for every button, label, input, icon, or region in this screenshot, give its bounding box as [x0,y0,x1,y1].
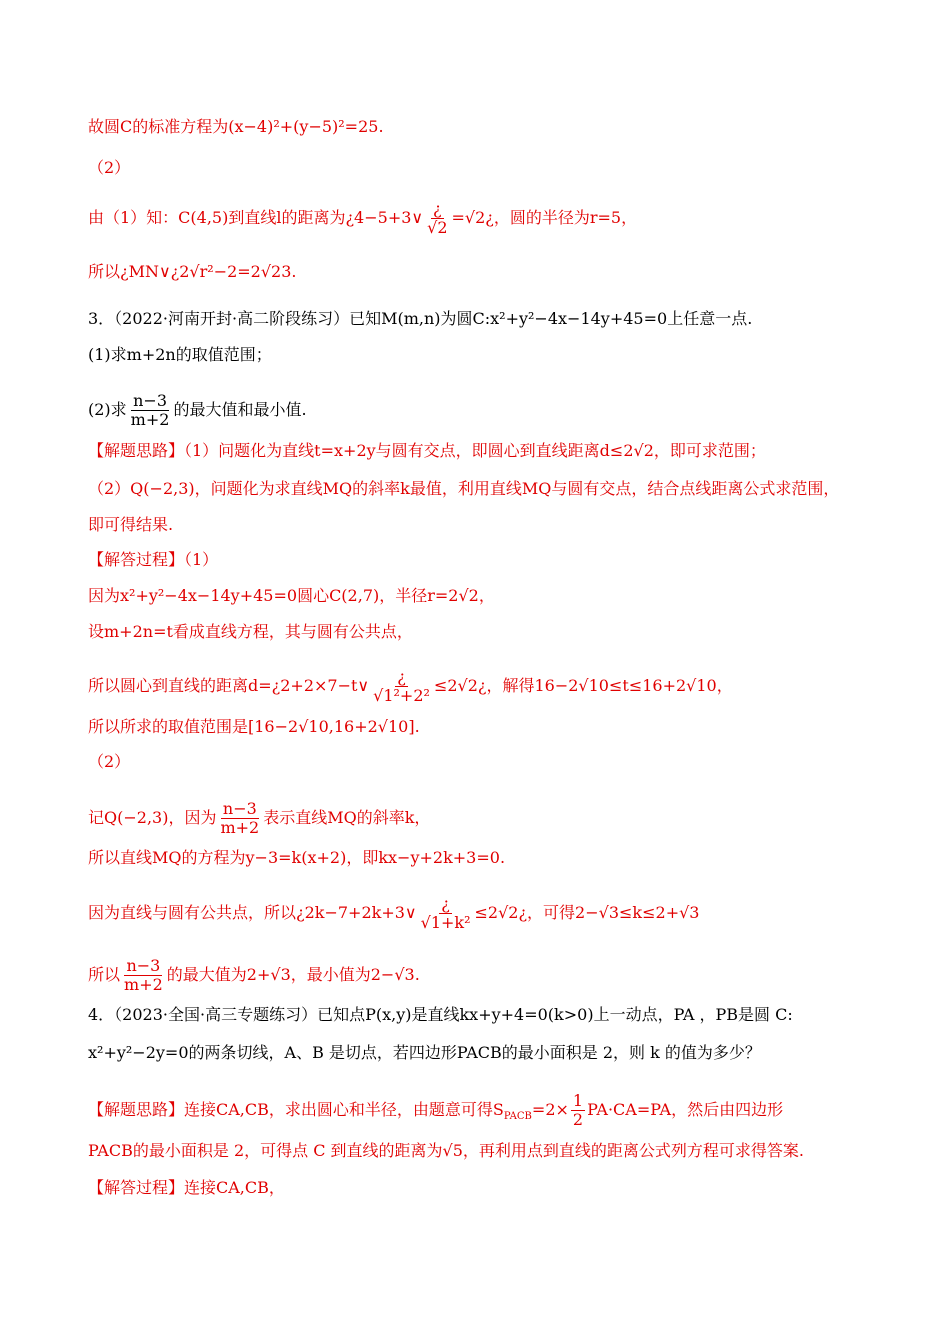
line-text: 记Q(−2,3)，因为 [88,808,217,827]
text-line [88,479,839,499]
text-line [88,392,307,429]
text-line [88,1005,793,1025]
fraction [371,668,432,705]
fraction-numerator: ¿ [441,894,450,913]
line-text: (1)求m+2n的取值范围； [88,345,272,364]
fraction-denominator: √1+k² [420,913,471,932]
fraction [419,895,473,932]
line-text: 即可得结果. [88,515,174,534]
text-line [88,752,130,772]
text-line [88,515,173,535]
text-line [88,117,384,137]
line-text: x²+y²−2y=0的两条切线，A、B 是切点，若四边形PACB的最小面积是 2，则 k 的值为多少？ [88,1043,761,1062]
text-line [88,717,420,737]
line-text: PACB的最小面积是 2，可得点 C 到直线的距离为√5，再利用点到直线的距离公式列方程可求得答案. [88,1141,804,1160]
line-text: 因为x²+y²−4x−14y+45=0圆心C(2,7)，半径r=2√2， [88,586,495,605]
text-line [88,1043,761,1063]
fraction [218,800,261,837]
line-tail-text: ≤2√2¿，解得16−2√10≤t≤16+2√10， [433,676,733,695]
text-line [88,550,218,570]
text-line [88,586,495,606]
text-line [88,1141,804,1161]
line-tail-text: =√2¿，圆的半径为r=5， [451,208,638,227]
fraction-numerator: n−3 [133,391,167,410]
text-line [88,1092,783,1129]
text-line [88,668,733,705]
text-line [88,158,130,178]
fraction-numerator: n−3 [126,956,161,975]
text-line [88,441,766,461]
fraction-denominator: m+2 [124,975,163,994]
fraction-denominator: √1²+2² [373,686,430,705]
fraction-numerator: n−3 [222,799,257,818]
line-text: （2） [88,158,131,177]
line-text: 【解答过程】连接CA,CB， [88,1178,285,1197]
line-text: 【解题思路】（1）问题化为直线t=x+2y与圆有交点，即圆心到直线距离d≤2√2，即可求范围； [88,441,766,460]
fraction-denominator: √2 [427,218,448,237]
text-line [88,622,413,642]
text-line [88,345,272,365]
line-text: 所以所求的取值范围是[16−2√10,16+2√10]. [88,717,420,736]
line-text: 因为直线与圆有公共点，所以¿2k−7+2k+3∨ [88,903,417,922]
line-text: (2)求 [88,400,127,419]
pre-fraction-text: =2× [531,1100,569,1119]
text-line [88,262,297,282]
line-tail-text: PA·CA=PA，然后由四边形 [587,1100,784,1119]
fraction-numerator: 1 [572,1091,584,1110]
line-tail-text: 表示直线MQ的斜率k， [263,808,431,827]
subscript: PACB [503,1111,532,1123]
line-tail-text: 的最大值和最小值. [173,400,307,419]
text-line [88,800,430,837]
fraction-numerator: ¿ [397,667,406,686]
line-text: 【解答过程】（1） [88,550,219,569]
text-line [88,309,752,329]
fraction [571,1092,585,1129]
line-text: 所以¿MN∨¿2√r²−2=2√23. [88,262,297,281]
text-line [88,848,505,868]
fraction [129,392,172,429]
line-text: 所以 [88,965,121,984]
text-line [88,1178,285,1198]
text-line [88,200,637,237]
line-text: 【解题思路】连接CA,CB，求出圆心和半径，由题意可得S [88,1100,504,1119]
fraction [122,957,165,994]
line-text: （2） [88,752,131,771]
fraction-denominator: m+2 [130,410,170,429]
text-line [88,895,700,932]
line-text: 4．（2023·全国·高三专题练习）已知点P(x,y)是直线kx+y+4=0(k>0)上一动点，PA ，PB是圆 C: [88,1005,793,1024]
fraction-numerator: ¿ [433,199,442,218]
line-text: 设m+2n=t看成直线方程，其与圆有公共点， [88,622,413,641]
fraction-denominator: 2 [572,1110,584,1129]
text-line [88,957,420,994]
line-text: 故圆C的标准方程为(x−4)²+(y−5)²=25. [88,117,384,136]
line-text: （2）Q(−2,3)，问题化为求直线MQ的斜率k最值，利用直线MQ与圆有交点，结合点线距离公式求范围， [88,479,840,498]
line-tail-text: 的最大值为2+√3，最小值为2−√3. [166,965,420,984]
line-text: 3．（2022·河南开封·高二阶段练习）已知M(m,n)为圆C:x²+y²−4x−14y+45=0上任意一点. [88,309,753,328]
line-text: 所以圆心到直线的距离d=¿2+2×7−t∨ [88,676,370,695]
line-text: 所以直线MQ的方程为y−3=k(x+2)，即kx−y+2k+3=0. [88,848,506,867]
fraction-denominator: m+2 [220,818,260,837]
line-tail-text: ≤2√2¿，可得2−√3≤k≤2+√3 [474,903,700,922]
fraction [425,200,449,237]
line-text: 由（1）知：C(4,5)到直线l的距离为¿4−5+3∨ [88,208,424,227]
